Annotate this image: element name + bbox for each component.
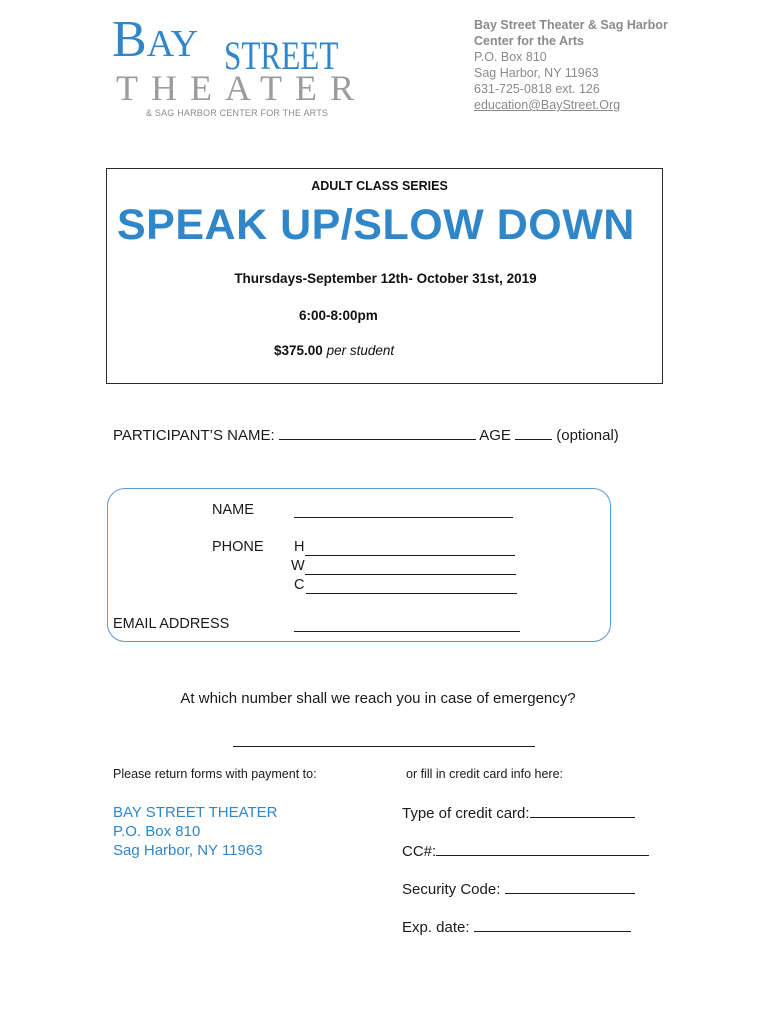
mailing-address <box>113 803 278 860</box>
exp-date-label: Exp. date: <box>402 919 470 936</box>
card-type-field[interactable] <box>530 803 635 818</box>
series-label: ADULT CLASS SERIES <box>311 179 448 193</box>
return-forms-label: Please return forms with payment to: <box>113 767 317 781</box>
name-label: NAME <box>212 502 254 518</box>
security-code-field[interactable] <box>505 879 635 894</box>
org-email-link[interactable]: education@BayStreet.Org <box>474 98 621 112</box>
class-dates: Thursdays-September 12th- October 31st, 2019 <box>234 271 537 286</box>
org-name-line1: Bay Street Theater & Sag Harbor <box>474 18 668 32</box>
phone-work-field[interactable] <box>305 573 516 575</box>
org-po-box: P.O. Box 810 <box>474 50 547 64</box>
logo-bay-rest: AY <box>146 23 199 65</box>
card-number-row <box>402 841 649 860</box>
phone-home-label: H <box>294 539 305 555</box>
phone-label: PHONE <box>212 539 264 555</box>
address-po-box: P.O. Box 810 <box>113 823 201 840</box>
org-name-line2: Center for the Arts <box>474 34 584 48</box>
participant-name-field[interactable] <box>279 425 476 440</box>
price-unit: per student <box>326 343 395 358</box>
security-code-row <box>402 879 635 898</box>
age-field[interactable] <box>515 425 552 440</box>
logo-subtitle: & SAG HARBOR CENTER FOR THE ARTS <box>146 108 329 118</box>
email-address-field[interactable] <box>294 630 520 632</box>
organization-contact <box>474 17 668 113</box>
bay-street-theater-logo <box>112 11 367 122</box>
logo-bay-initial: B <box>112 11 147 68</box>
phone-cell-field[interactable] <box>306 592 517 594</box>
age-optional-note: (optional) <box>556 427 619 444</box>
phone-work-label: W <box>291 558 305 574</box>
card-number-field[interactable] <box>436 841 649 856</box>
credit-card-intro-label: or fill in credit card info here: <box>406 767 564 781</box>
price-amount: $375.00 <box>274 343 323 358</box>
participant-row <box>113 425 619 444</box>
age-label: AGE <box>479 427 511 444</box>
class-info-box <box>106 168 663 384</box>
phone-home-field[interactable] <box>305 554 515 556</box>
exp-date-field[interactable] <box>474 917 631 932</box>
exp-date-row <box>402 917 631 936</box>
name-field[interactable] <box>294 516 513 518</box>
org-phone: 631-725-0818 ext. 126 <box>474 82 600 96</box>
logo-theater-text: THEATER <box>116 68 367 108</box>
course-title: SPEAK UP/SLOW DOWN <box>117 201 635 249</box>
address-city: Sag Harbor, NY 11963 <box>113 842 263 859</box>
email-address-label: EMAIL ADDRESS <box>113 616 230 632</box>
security-code-label: Security Code: <box>402 881 501 898</box>
class-price <box>274 343 394 358</box>
card-type-row <box>402 803 635 822</box>
logo-street-text: STREET <box>224 33 339 78</box>
emergency-number-field[interactable] <box>233 745 535 747</box>
card-number-label: CC#: <box>402 843 437 860</box>
emergency-question: At which number shall we reach you in case of emergency? <box>180 690 576 707</box>
class-time: 6:00-8:00pm <box>299 308 378 323</box>
org-city: Sag Harbor, NY 11963 <box>474 66 599 80</box>
card-type-label: Type of credit card: <box>402 805 530 822</box>
logo-bay-text <box>112 11 199 70</box>
participant-name-label: PARTICIPANT’S NAME: <box>113 427 275 444</box>
phone-cell-label: C <box>294 577 305 593</box>
address-name: BAY STREET THEATER <box>113 804 278 821</box>
